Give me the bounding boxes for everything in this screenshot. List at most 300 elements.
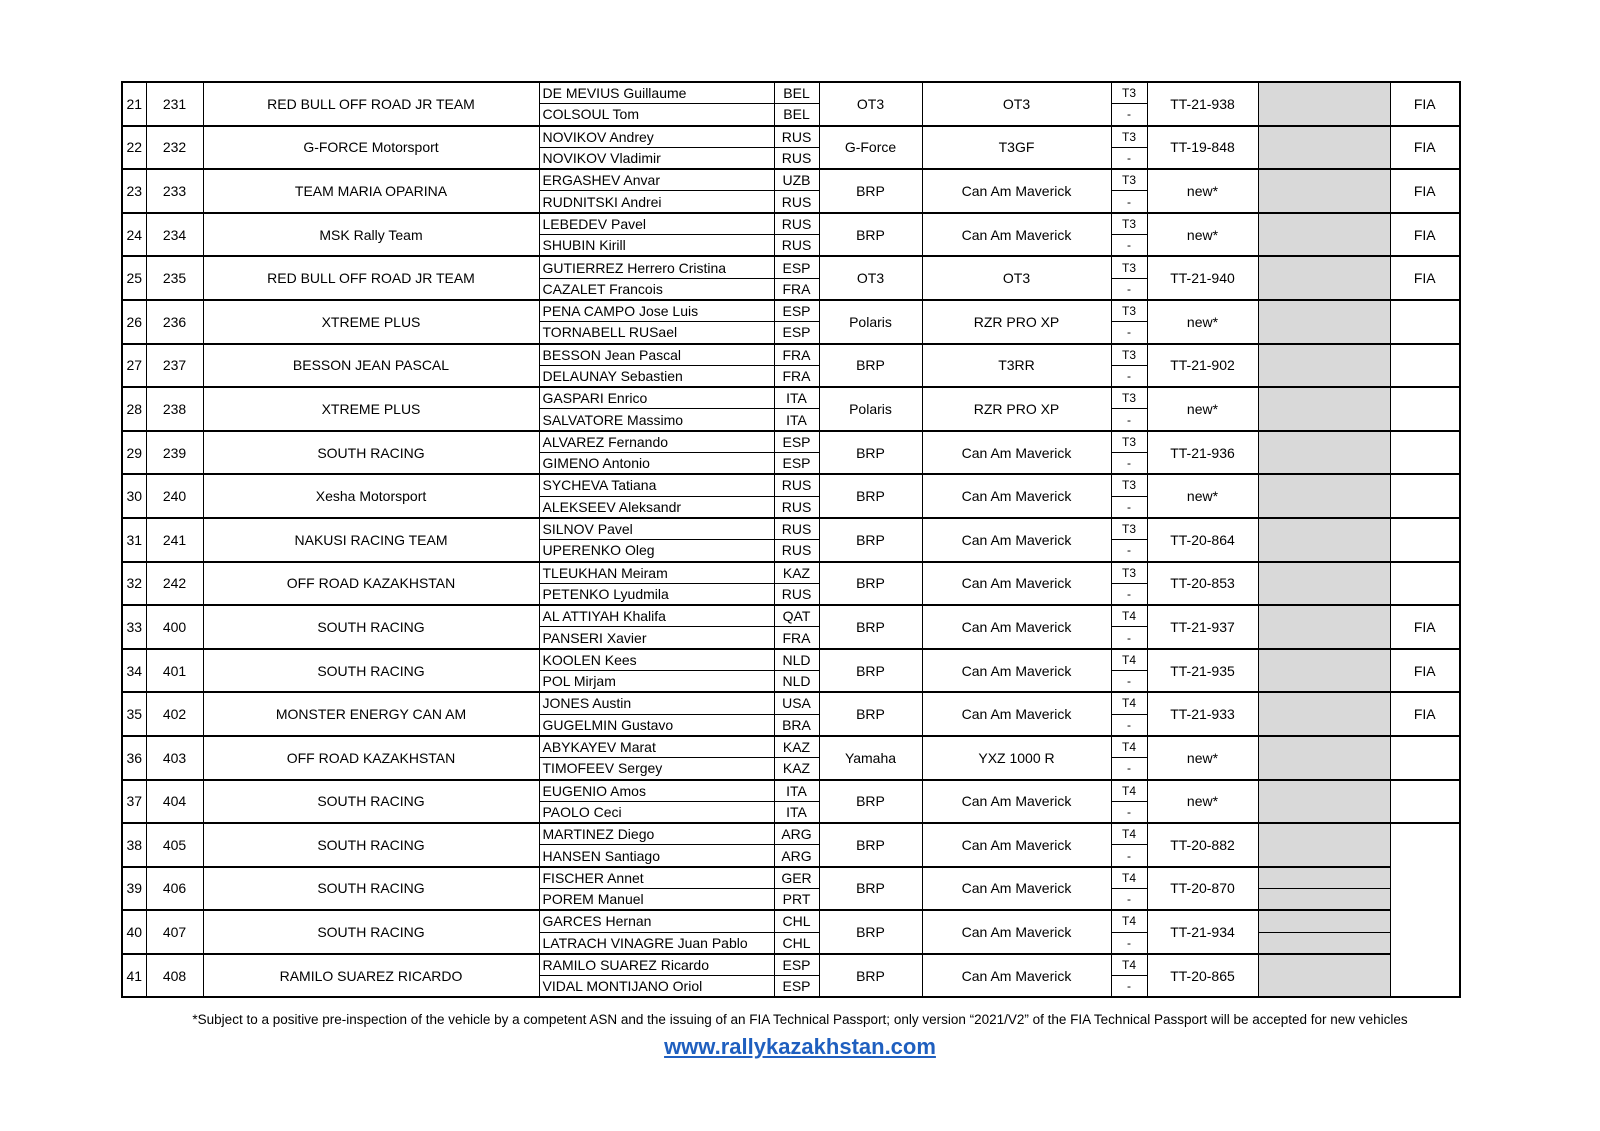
entry-row (122, 256, 1460, 278)
entry-list-table (121, 81, 1461, 998)
codriver-name-cell: COLSOUL Tom (539, 104, 774, 126)
car-number-cell: 239 (146, 431, 203, 475)
class-secondary-cell: - (1111, 671, 1147, 693)
entry-row (122, 169, 1460, 191)
codriver-name-cell: PETENKO Lyudmila (539, 583, 774, 605)
grey-cell (1258, 888, 1390, 910)
entry-row (122, 474, 1460, 496)
grey-cell (1258, 867, 1390, 889)
passport-cell: TT-21-938 (1147, 82, 1258, 126)
class-secondary-cell: - (1111, 235, 1147, 257)
codriver-nationality-cell: FRA (774, 627, 819, 649)
class-secondary-cell: - (1111, 365, 1147, 387)
entry-row (122, 780, 1460, 802)
make-cell: BRP (819, 605, 922, 649)
make-cell: BRP (819, 562, 922, 606)
class-cell: T3 (1111, 474, 1147, 496)
team-cell: RAMILO SUAREZ RICARDO (203, 954, 539, 998)
class-cell: T3 (1111, 256, 1147, 278)
team-cell: NAKUSI RACING TEAM (203, 518, 539, 562)
codriver-nationality-cell: RUS (774, 191, 819, 213)
car-number-cell: 233 (146, 169, 203, 213)
position-cell: 34 (122, 649, 146, 693)
position-cell: 25 (122, 256, 146, 300)
model-cell: Can Am Maverick (922, 431, 1111, 475)
driver-nationality-cell: ITA (774, 780, 819, 802)
team-cell: MSK Rally Team (203, 213, 539, 257)
position-cell: 39 (122, 867, 146, 911)
class-secondary-cell: - (1111, 540, 1147, 562)
make-cell: G-Force (819, 126, 922, 170)
team-cell: SOUTH RACING (203, 431, 539, 475)
codriver-name-cell: POREM Manuel (539, 888, 774, 910)
class-secondary-cell: - (1111, 453, 1147, 475)
codriver-name-cell: DELAUNAY Sebastien (539, 365, 774, 387)
passport-cell: TT-20-865 (1147, 954, 1258, 998)
codriver-name-cell: UPERENKO Oleg (539, 540, 774, 562)
grey-cell (1258, 344, 1390, 388)
make-cell: Polaris (819, 387, 922, 431)
position-cell: 35 (122, 692, 146, 736)
driver-nationality-cell: QAT (774, 605, 819, 627)
passport-cell: TT-21-940 (1147, 256, 1258, 300)
fia-cell (1390, 823, 1460, 997)
position-cell: 23 (122, 169, 146, 213)
codriver-nationality-cell: ESP (774, 322, 819, 344)
driver-nationality-cell: USA (774, 692, 819, 714)
class-secondary-cell: - (1111, 322, 1147, 344)
website-link[interactable]: www.rallykazakhstan.com (664, 1034, 936, 1059)
grey-cell (1258, 82, 1390, 126)
car-number-cell: 240 (146, 474, 203, 518)
position-cell: 24 (122, 213, 146, 257)
car-number-cell: 241 (146, 518, 203, 562)
fia-cell (1390, 344, 1460, 388)
driver-nationality-cell: ESP (774, 256, 819, 278)
codriver-name-cell: VIDAL MONTIJANO Oriol (539, 976, 774, 998)
driver-nationality-cell: NLD (774, 649, 819, 671)
fia-cell (1390, 562, 1460, 606)
codriver-nationality-cell: KAZ (774, 758, 819, 780)
class-cell: T4 (1111, 736, 1147, 758)
position-cell: 22 (122, 126, 146, 170)
entry-row (122, 910, 1460, 932)
grey-cell (1258, 649, 1390, 693)
codriver-name-cell: TIMOFEEV Sergey (539, 758, 774, 780)
model-cell: Can Am Maverick (922, 954, 1111, 998)
passport-cell: TT-21-934 (1147, 910, 1258, 954)
class-cell: T3 (1111, 387, 1147, 409)
passport-cell: new* (1147, 780, 1258, 824)
position-cell: 41 (122, 954, 146, 998)
driver-name-cell: GASPARI Enrico (539, 387, 774, 409)
team-cell: TEAM MARIA OPARINA (203, 169, 539, 213)
class-cell: T3 (1111, 169, 1147, 191)
class-secondary-cell: - (1111, 104, 1147, 126)
car-number-cell: 235 (146, 256, 203, 300)
driver-name-cell: MARTINEZ Diego (539, 823, 774, 845)
codriver-name-cell: POL Mirjam (539, 671, 774, 693)
entry-row (122, 954, 1460, 976)
entry-row (122, 82, 1460, 104)
position-cell: 30 (122, 474, 146, 518)
team-cell: OFF ROAD KAZAKHSTAN (203, 736, 539, 780)
car-number-cell: 238 (146, 387, 203, 431)
model-cell: Can Am Maverick (922, 213, 1111, 257)
class-cell: T4 (1111, 649, 1147, 671)
driver-nationality-cell: RUS (774, 213, 819, 235)
class-cell: T3 (1111, 82, 1147, 104)
team-cell: RED BULL OFF ROAD JR TEAM (203, 82, 539, 126)
entry-row (122, 736, 1460, 758)
grey-cell (1258, 518, 1390, 562)
car-number-cell: 234 (146, 213, 203, 257)
team-cell: OFF ROAD KAZAKHSTAN (203, 562, 539, 606)
team-cell: XTREME PLUS (203, 300, 539, 344)
codriver-nationality-cell: RUS (774, 540, 819, 562)
model-cell: Can Am Maverick (922, 867, 1111, 911)
make-cell: Yamaha (819, 736, 922, 780)
driver-name-cell: RAMILO SUAREZ Ricardo (539, 954, 774, 976)
driver-name-cell: SILNOV Pavel (539, 518, 774, 540)
passport-cell: new* (1147, 736, 1258, 780)
model-cell: OT3 (922, 256, 1111, 300)
passport-cell: new* (1147, 300, 1258, 344)
class-secondary-cell: - (1111, 845, 1147, 867)
driver-name-cell: AL ATTIYAH Khalifa (539, 605, 774, 627)
passport-cell: TT-20-864 (1147, 518, 1258, 562)
grey-cell (1258, 736, 1390, 780)
class-cell: T3 (1111, 431, 1147, 453)
fia-cell (1390, 518, 1460, 562)
team-cell: SOUTH RACING (203, 649, 539, 693)
class-secondary-cell: - (1111, 191, 1147, 213)
fia-cell: FIA (1390, 605, 1460, 649)
fia-cell: FIA (1390, 126, 1460, 170)
driver-nationality-cell: GER (774, 867, 819, 889)
position-cell: 37 (122, 780, 146, 824)
make-cell: BRP (819, 169, 922, 213)
class-secondary-cell: - (1111, 976, 1147, 998)
codriver-nationality-cell: RUS (774, 496, 819, 518)
driver-nationality-cell: ESP (774, 954, 819, 976)
grey-cell (1258, 169, 1390, 213)
car-number-cell: 404 (146, 780, 203, 824)
codriver-name-cell: GUGELMIN Gustavo (539, 714, 774, 736)
team-cell: SOUTH RACING (203, 823, 539, 867)
car-number-cell: 406 (146, 867, 203, 911)
passport-cell: new* (1147, 169, 1258, 213)
make-cell: BRP (819, 954, 922, 998)
class-cell: T3 (1111, 213, 1147, 235)
team-cell: G-FORCE Motorsport (203, 126, 539, 170)
passport-cell: new* (1147, 387, 1258, 431)
class-cell: T4 (1111, 823, 1147, 845)
make-cell: BRP (819, 780, 922, 824)
entry-row (122, 387, 1460, 409)
model-cell: RZR PRO XP (922, 387, 1111, 431)
fia-cell: FIA (1390, 169, 1460, 213)
entry-row (122, 213, 1460, 235)
position-cell: 38 (122, 823, 146, 867)
codriver-name-cell: PAOLO Ceci (539, 801, 774, 823)
grey-cell (1258, 692, 1390, 736)
car-number-cell: 236 (146, 300, 203, 344)
car-number-cell: 405 (146, 823, 203, 867)
grey-cell (1258, 823, 1390, 867)
make-cell: BRP (819, 823, 922, 867)
driver-name-cell: ABYKAYEV Marat (539, 736, 774, 758)
model-cell: Can Am Maverick (922, 562, 1111, 606)
make-cell: Polaris (819, 300, 922, 344)
driver-name-cell: NOVIKOV Andrey (539, 126, 774, 148)
entry-row (122, 692, 1460, 714)
driver-nationality-cell: RUS (774, 518, 819, 540)
make-cell: BRP (819, 431, 922, 475)
model-cell: Can Am Maverick (922, 169, 1111, 213)
car-number-cell: 403 (146, 736, 203, 780)
model-cell: Can Am Maverick (922, 649, 1111, 693)
class-secondary-cell: - (1111, 409, 1147, 431)
model-cell: Can Am Maverick (922, 823, 1111, 867)
class-cell: T3 (1111, 518, 1147, 540)
model-cell: Can Am Maverick (922, 692, 1111, 736)
model-cell: Can Am Maverick (922, 605, 1111, 649)
make-cell: BRP (819, 474, 922, 518)
car-number-cell: 408 (146, 954, 203, 998)
driver-nationality-cell: KAZ (774, 562, 819, 584)
grey-cell (1258, 300, 1390, 344)
position-cell: 27 (122, 344, 146, 388)
codriver-name-cell: PANSERI Xavier (539, 627, 774, 649)
fia-cell (1390, 300, 1460, 344)
class-cell: T3 (1111, 562, 1147, 584)
driver-nationality-cell: ESP (774, 431, 819, 453)
position-cell: 26 (122, 300, 146, 344)
class-secondary-cell: - (1111, 758, 1147, 780)
driver-name-cell: GARCES Hernan (539, 910, 774, 932)
model-cell: Can Am Maverick (922, 518, 1111, 562)
entry-row (122, 126, 1460, 148)
driver-name-cell: ALVAREZ Fernando (539, 431, 774, 453)
passport-cell: TT-21-933 (1147, 692, 1258, 736)
codriver-name-cell: RUDNITSKI Andrei (539, 191, 774, 213)
codriver-nationality-cell: ESP (774, 453, 819, 475)
class-cell: T4 (1111, 780, 1147, 802)
car-number-cell: 231 (146, 82, 203, 126)
position-cell: 36 (122, 736, 146, 780)
class-cell: T4 (1111, 954, 1147, 976)
fia-cell (1390, 474, 1460, 518)
class-secondary-cell: - (1111, 714, 1147, 736)
footnote: *Subject to a positive pre-inspection of the vehicle by a competent ASN and the issuing of an FIA Technical Passport; only version “2021/V2” of the FIA Technical Passport will be accepted for new vehicles (192, 1012, 1408, 1027)
driver-nationality-cell: RUS (774, 126, 819, 148)
codriver-nationality-cell: FRA (774, 365, 819, 387)
make-cell: BRP (819, 867, 922, 911)
team-cell: MONSTER ENERGY CAN AM (203, 692, 539, 736)
class-secondary-cell: - (1111, 627, 1147, 649)
driver-name-cell: LEBEDEV Pavel (539, 213, 774, 235)
class-secondary-cell: - (1111, 888, 1147, 910)
position-cell: 33 (122, 605, 146, 649)
make-cell: OT3 (819, 82, 922, 126)
position-cell: 29 (122, 431, 146, 475)
grey-cell (1258, 431, 1390, 475)
codriver-nationality-cell: RUS (774, 147, 819, 169)
passport-cell: new* (1147, 213, 1258, 257)
class-secondary-cell: - (1111, 801, 1147, 823)
make-cell: OT3 (819, 256, 922, 300)
driver-name-cell: BESSON Jean Pascal (539, 344, 774, 366)
grey-cell (1258, 780, 1390, 824)
fia-cell: FIA (1390, 692, 1460, 736)
driver-nationality-cell: FRA (774, 344, 819, 366)
passport-cell: TT-20-870 (1147, 867, 1258, 911)
entry-row (122, 300, 1460, 322)
passport-cell: TT-20-882 (1147, 823, 1258, 867)
make-cell: BRP (819, 518, 922, 562)
codriver-nationality-cell: ARG (774, 845, 819, 867)
codriver-nationality-cell: BRA (774, 714, 819, 736)
driver-name-cell: FISCHER Annet (539, 867, 774, 889)
class-secondary-cell: - (1111, 147, 1147, 169)
driver-nationality-cell: CHL (774, 910, 819, 932)
codriver-name-cell: CAZALET Francois (539, 278, 774, 300)
fia-cell (1390, 431, 1460, 475)
position-cell: 31 (122, 518, 146, 562)
grey-cell (1258, 126, 1390, 170)
team-cell: XTREME PLUS (203, 387, 539, 431)
entry-row (122, 344, 1460, 366)
model-cell: T3RR (922, 344, 1111, 388)
driver-name-cell: DE MEVIUS Guillaume (539, 82, 774, 104)
grey-cell (1258, 474, 1390, 518)
car-number-cell: 400 (146, 605, 203, 649)
class-cell: T4 (1111, 605, 1147, 627)
codriver-name-cell: NOVIKOV Vladimir (539, 147, 774, 169)
position-cell: 28 (122, 387, 146, 431)
driver-nationality-cell: RUS (774, 474, 819, 496)
entry-row (122, 649, 1460, 671)
class-secondary-cell: - (1111, 583, 1147, 605)
model-cell: Can Am Maverick (922, 910, 1111, 954)
passport-cell: TT-21-935 (1147, 649, 1258, 693)
codriver-nationality-cell: ESP (774, 976, 819, 998)
class-cell: T3 (1111, 344, 1147, 366)
fia-cell (1390, 387, 1460, 431)
codriver-name-cell: TORNABELL RUSael (539, 322, 774, 344)
fia-cell: FIA (1390, 256, 1460, 300)
grey-cell (1258, 932, 1390, 954)
team-cell: BESSON JEAN PASCAL (203, 344, 539, 388)
model-cell: Can Am Maverick (922, 474, 1111, 518)
position-cell: 21 (122, 82, 146, 126)
driver-name-cell: PENA CAMPO Jose Luis (539, 300, 774, 322)
car-number-cell: 402 (146, 692, 203, 736)
codriver-nationality-cell: FRA (774, 278, 819, 300)
passport-cell: TT-19-848 (1147, 126, 1258, 170)
fia-cell (1390, 780, 1460, 824)
entry-row (122, 605, 1460, 627)
team-cell: SOUTH RACING (203, 910, 539, 954)
entry-table-body (122, 82, 1460, 997)
driver-nationality-cell: BEL (774, 82, 819, 104)
make-cell: BRP (819, 213, 922, 257)
class-cell: T3 (1111, 300, 1147, 322)
grey-cell (1258, 562, 1390, 606)
car-number-cell: 407 (146, 910, 203, 954)
entry-row (122, 867, 1460, 889)
model-cell: T3GF (922, 126, 1111, 170)
codriver-nationality-cell: ITA (774, 801, 819, 823)
passport-cell: TT-21-937 (1147, 605, 1258, 649)
grey-cell (1258, 213, 1390, 257)
codriver-nationality-cell: BEL (774, 104, 819, 126)
fia-cell: FIA (1390, 82, 1460, 126)
class-cell: T4 (1111, 910, 1147, 932)
passport-cell: TT-20-853 (1147, 562, 1258, 606)
driver-nationality-cell: ITA (774, 387, 819, 409)
team-cell: RED BULL OFF ROAD JR TEAM (203, 256, 539, 300)
codriver-name-cell: LATRACH VINAGRE Juan Pablo (539, 932, 774, 954)
driver-name-cell: EUGENIO Amos (539, 780, 774, 802)
make-cell: BRP (819, 910, 922, 954)
passport-cell: TT-21-936 (1147, 431, 1258, 475)
fia-cell: FIA (1390, 213, 1460, 257)
driver-nationality-cell: ESP (774, 300, 819, 322)
make-cell: BRP (819, 649, 922, 693)
class-secondary-cell: - (1111, 278, 1147, 300)
class-cell: T4 (1111, 867, 1147, 889)
class-cell: T4 (1111, 692, 1147, 714)
team-cell: SOUTH RACING (203, 867, 539, 911)
grey-cell (1258, 256, 1390, 300)
entry-row (122, 562, 1460, 584)
class-secondary-cell: - (1111, 932, 1147, 954)
team-cell: Xesha Motorsport (203, 474, 539, 518)
model-cell: OT3 (922, 82, 1111, 126)
passport-cell: new* (1147, 474, 1258, 518)
class-cell: T3 (1111, 126, 1147, 148)
car-number-cell: 232 (146, 126, 203, 170)
driver-nationality-cell: ARG (774, 823, 819, 845)
position-cell: 40 (122, 910, 146, 954)
codriver-nationality-cell: RUS (774, 235, 819, 257)
codriver-nationality-cell: NLD (774, 671, 819, 693)
model-cell: RZR PRO XP (922, 300, 1111, 344)
class-secondary-cell: - (1111, 496, 1147, 518)
codriver-name-cell: SHUBIN Kirill (539, 235, 774, 257)
grey-cell (1258, 910, 1390, 932)
codriver-nationality-cell: RUS (774, 583, 819, 605)
make-cell: BRP (819, 344, 922, 388)
car-number-cell: 401 (146, 649, 203, 693)
fia-cell: FIA (1390, 649, 1460, 693)
driver-name-cell: GUTIERREZ Herrero Cristina (539, 256, 774, 278)
model-cell: Can Am Maverick (922, 780, 1111, 824)
fia-cell (1390, 736, 1460, 780)
codriver-nationality-cell: PRT (774, 888, 819, 910)
entry-row (122, 431, 1460, 453)
codriver-nationality-cell: ITA (774, 409, 819, 431)
driver-nationality-cell: KAZ (774, 736, 819, 758)
codriver-name-cell: ALEKSEEV Aleksandr (539, 496, 774, 518)
grey-cell (1258, 605, 1390, 649)
codriver-nationality-cell: CHL (774, 932, 819, 954)
team-cell: SOUTH RACING (203, 780, 539, 824)
grey-cell (1258, 954, 1390, 998)
car-number-cell: 237 (146, 344, 203, 388)
